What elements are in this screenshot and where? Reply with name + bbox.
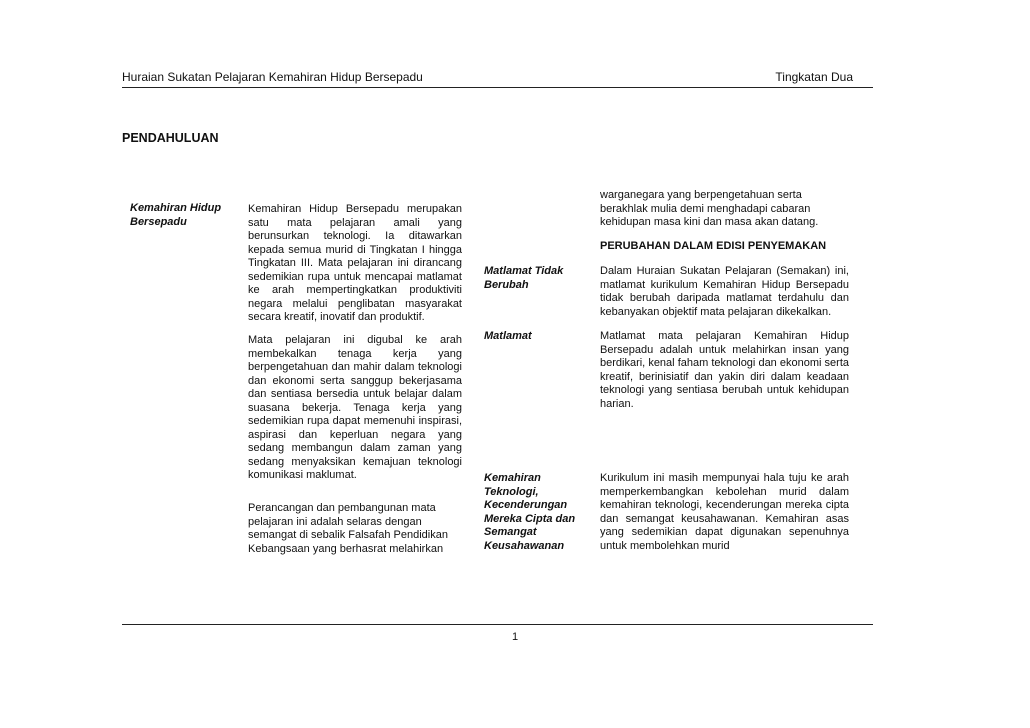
section-title: PENDAHULUAN (122, 131, 219, 145)
header-rule (122, 87, 873, 88)
running-header-right: Tingkatan Dua (775, 70, 853, 84)
footer-rule (122, 624, 873, 625)
side-label-matlamat: Matlamat (484, 330, 532, 342)
paragraph-technology-skills: Kurikulum ini masih mempunyai hala tuju ke arah memperkembangkan kebolehan murid dalam kemahiran teknologi, kecenderungan mereka cipta dan semangat keusahawanan. Kemahiran asas yang sedemikian dapat digunakan sepenuhnya untuk membolehkan murid (600, 472, 849, 552)
subheading-revision-changes: PERUBAHAN DALAM EDISI PENYEMAKAN (600, 240, 827, 252)
page-number: 1 (512, 631, 519, 643)
side-label-kemahiran-hidup: Kemahiran Hidup Bersepadu (130, 202, 222, 228)
paragraph-aim-unchanged: Dalam Huraian Sukatan Pelajaran (Semakan) ini, matlamat kurikulum Kemahiran Hidup Bersepadu tidak berubah daripada matlamat terdahulu dan kebanyakan objektif mata pelajaran dikekalkan. (600, 265, 849, 318)
side-label-kemahiran-teknologi: Kemahiran Teknologi, Kecenderungan Mereka Cipta dan Semangat Keusahawanan (484, 472, 576, 552)
paragraph-objective: Mata pelajaran ini digubal ke arah membekalkan tenaga kerja yang berpengetahuan dan mahir dalam teknologi dan ekonomi serta sanggup bekerjasama dan sentiasa bersedia untuk belajar dalam suasana bekerja. Tenaga kerja yang sedemikian rupa dapat memenuhi inspirasi, aspirasi dan keperluan negara yang sedang membangun dalam zaman yang sedang menyaksikan kemajuan teknologi komunikasi maklumat. (248, 334, 462, 481)
side-label-matlamat-tidak-berubah: Matlamat Tidak Berubah (484, 265, 564, 291)
running-header-left: Huraian Sukatan Pelajaran Kemahiran Hidup Bersepadu (122, 70, 423, 84)
paragraph-intro: Kemahiran Hidup Bersepadu merupakan satu mata pelajaran amali yang berunsurkan teknologi. Ia ditawarkan kepada semua murid di Tingkatan I hingga Tingkatan III. Mata pelajaran ini dirancang sedemikian rupa untuk mencapai matlamat ke arah mempertingkatkan produktiviti negara melalui penglibatan masyarakat secara kreatif, inovatif dan produktif. (248, 203, 462, 323)
paragraph-planning: Perancangan dan pembangunan mata pelajaran ini adalah selaras dengan semangat di sebalik Falsafah Pendidikan Kebangsaan yang berhasrat melahirkan (248, 502, 448, 555)
paragraph-continuation: warganegara yang berpengetahuan serta berakhlak mulia demi menghadapi cabaran kehidupan masa kini dan masa akan datang. (600, 189, 819, 228)
paragraph-aim: Matlamat mata pelajaran Kemahiran Hidup Bersepadu adalah untuk melahirkan insan yang berdikari, kenal faham teknologi dan ekonomi serta kreatif, berinisiatif dan yakin diri dalam keadaan teknologi yang sentiasa berubah untuk kehidupan harian. (600, 330, 849, 410)
